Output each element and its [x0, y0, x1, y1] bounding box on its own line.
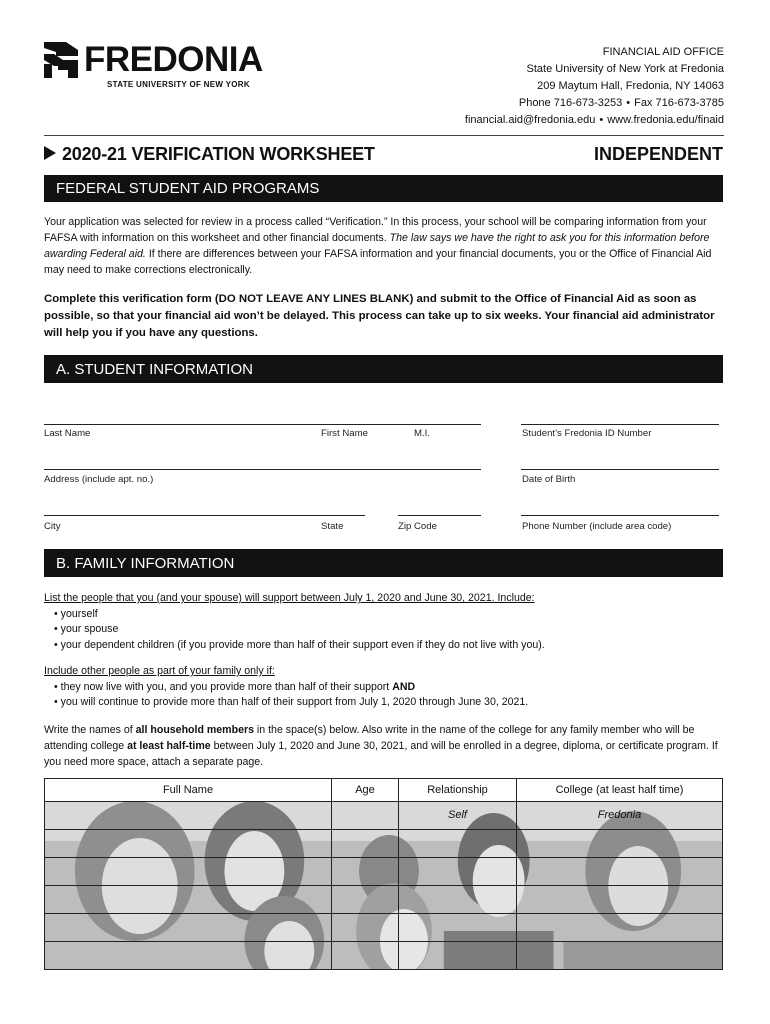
office-web: financial.aid@fredonia.edu • www.fredonia.edu/finaid — [464, 114, 724, 126]
row-divider — [45, 941, 722, 942]
row-divider — [45, 801, 722, 802]
section-bar-student: A. STUDENT INFORMATION — [44, 355, 723, 383]
office-line2: 209 Maytum Hall, Fredonia, NY 14063 — [537, 80, 724, 92]
write-text-d: at least half-time — [127, 740, 211, 752]
first-row-relationship: Self — [448, 809, 467, 821]
dob-line[interactable] — [521, 469, 719, 470]
fredonia-logo — [44, 40, 284, 92]
first-name-label: First Name — [321, 428, 368, 439]
worksheet-type: INDEPENDENT — [593, 144, 723, 164]
list-item-children: • your dependent children (if you provide more than half of their support even if they do not live with you). — [54, 638, 545, 651]
city-line[interactable] — [44, 515, 365, 516]
phone-line[interactable] — [521, 515, 719, 516]
header-full-name: Full Name — [45, 779, 331, 801]
logo-subtitle: STATE UNIVERSITY OF NEW YORK — [107, 80, 250, 89]
write-text-a: Write the names of — [44, 724, 136, 736]
zip-label: Zip Code — [398, 521, 437, 532]
office-contact-block — [465, 44, 724, 129]
office-line1: State University of New York at Fredonia — [526, 63, 724, 75]
family-list-block — [44, 591, 724, 653]
include-item-1-text: • they now live with you, and you provide more than half of their support — [54, 680, 393, 693]
play-triangle-icon — [44, 146, 56, 160]
intro-paragraph — [44, 214, 724, 278]
include-item-2: • you will continue to provide more than half of their support from July 1, 2020 through June 30, 2021. — [54, 696, 529, 708]
fredonia-logo-mark-icon — [44, 42, 78, 78]
first-row-college: Fredonia — [597, 809, 642, 821]
section-bar-programs: FEDERAL STUDENT AID PROGRAMS — [44, 175, 723, 202]
name-line[interactable] — [44, 424, 481, 425]
city-label: City — [44, 521, 61, 532]
list-item-yourself: • yourself — [54, 607, 98, 620]
logo-wordmark: FREDONIA — [84, 40, 263, 79]
intro-text-1: Your application was selected for review in a process called “Verification.” In this process, your school will be comparing information from your FAFSA with information on this worksheet and other financial documents. — [44, 216, 707, 244]
office-fax: Fax 716-673-3785 — [634, 97, 724, 109]
row-divider — [45, 829, 722, 830]
write-text-c: in the space(s) below. Also write in the name of the college for any family member who will be attending college — [44, 724, 695, 752]
worksheet-title-text: 2020-21 VERIFICATION WORKSHEET — [62, 144, 375, 164]
include-heading: Include other people as part of your family only if: — [44, 665, 275, 677]
header-age: Age — [332, 779, 398, 801]
office-title: FINANCIAL AID OFFICE — [602, 46, 724, 58]
write-text-e: between July 1, 2020 and June 30, 2021, and will be enrolled in a degree, diploma, or certificate program. If you need more space, attach a separate page. — [44, 740, 718, 768]
last-name-label: Last Name — [44, 428, 91, 439]
address-line[interactable] — [44, 469, 481, 470]
intro-text-italic: The law says we have the right to ask you for this information before awarding Federal aid. — [44, 232, 710, 260]
phone-label: Phone Number (include area code) — [522, 521, 672, 532]
family-include-block — [44, 664, 724, 711]
row-divider — [45, 885, 722, 886]
office-phone-fax: Phone 716-673-3253 • Fax 716-673-3785 — [518, 97, 724, 109]
mi-label: M.I. — [414, 428, 430, 439]
list-item-spouse: • your spouse — [54, 623, 119, 635]
instructions-paragraph: Complete this verification form (DO NOT LEAVE ANY LINES BLANK) and submit to the Office of Financial Aid as soon as possible, so that your financial aid won’t be delayed. This process can take up to six weeks. Your financial aid administrator will help you if you have any questions. — [44, 293, 715, 339]
worksheet-title — [44, 144, 375, 165]
student-id-label: Student’s Fredonia ID Number — [522, 428, 652, 439]
include-item-1 — [44, 680, 724, 696]
row-divider — [45, 857, 722, 858]
address-label: Address (include apt. no.) — [44, 474, 154, 485]
office-website[interactable]: www.fredonia.edu/finaid — [607, 114, 724, 126]
header-divider — [44, 135, 724, 136]
office-phone: Phone 716-673-3253 — [518, 97, 623, 109]
write-text-b: all household members — [135, 724, 254, 736]
student-id-line[interactable] — [521, 424, 719, 425]
state-label: State — [321, 521, 344, 532]
office-email[interactable]: financial.aid@fredonia.edu — [464, 114, 596, 126]
row-divider — [45, 913, 722, 914]
header-relationship: Relationship — [399, 779, 516, 801]
header-college: College (at least half time) — [517, 779, 722, 801]
include-item-1-and: AND — [392, 680, 416, 693]
dob-label: Date of Birth — [522, 474, 576, 485]
zip-line[interactable] — [398, 515, 481, 516]
section-bar-family: B. FAMILY INFORMATION — [44, 549, 723, 577]
household-table — [44, 778, 723, 970]
write-names-paragraph — [44, 722, 724, 770]
intro-text-2: If there are differences between your FAFSA information and your financial documents, you or the Office of Financial Aid may need to make corrections electronically. — [44, 248, 712, 276]
family-list-heading: List the people that you (and your spouse) will support between July 1, 2020 and June 30, 2021. Include: — [44, 592, 535, 604]
